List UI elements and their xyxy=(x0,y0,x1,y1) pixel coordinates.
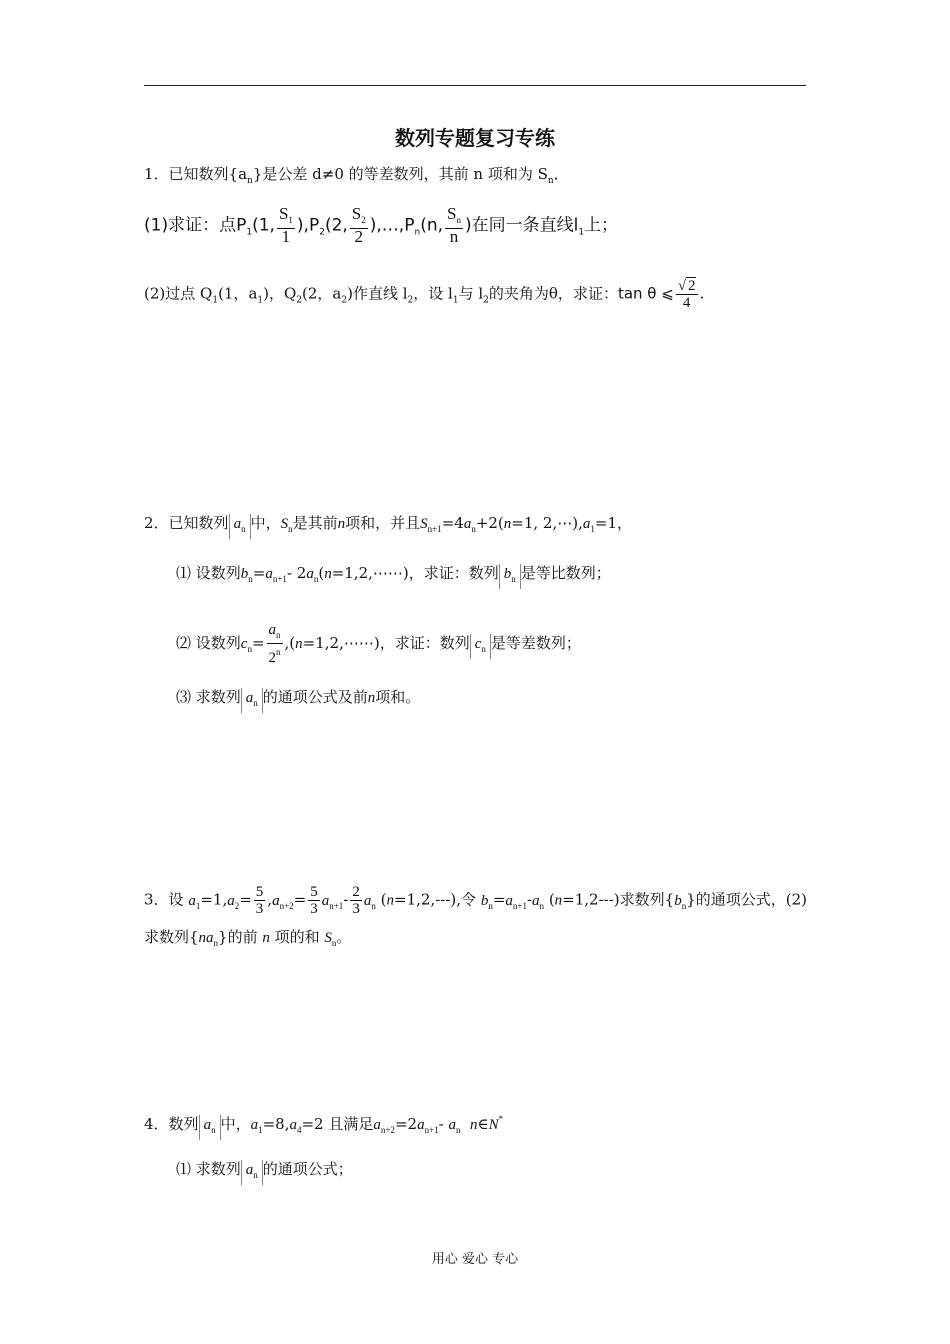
page-footer: 用心 爱心 专心 xyxy=(431,1252,519,1267)
problem-2-part-3: ⑶ 求数列 $a_n$ 的通项公式及前n项和。 xyxy=(176,686,420,713)
problem-1-part-1: (1)求证：点$P_1(1$, $\frac{S_1}{1}$ )$,P_2(2$, $\frac{S_2}{2}$ )$,\dots,P_n(n$, $\frac{S_n}{n}$ )在同一条直线$l_1$上； xyxy=(144,204,619,246)
header-rule xyxy=(144,85,806,86)
problem-2-statement: 2．已知数列 $a_n$ 中，$S_n$是其前n项和，并且$S_{n+1}=4a_n+2(n=1$, $2,\cdots),a_1=1$， xyxy=(144,512,632,540)
page-title: 数列专题复习专练 xyxy=(395,126,555,150)
problem-3-line-2: 求数列$\{na_n\}$的前 n 项的和 $S_n$。 xyxy=(144,928,352,948)
problem-4-part-1: ⑴ 求数列 $a_n$ 的通项公式； xyxy=(176,1158,353,1185)
problem-1-statement: 1．已知数列$\{a_n\}$是公差 d≠0 的等差数列，其前 n 项和为 $S_n$． xyxy=(144,165,569,186)
problem-1-part-2: (2)过点 $Q_1(1$，$a_1$)，$Q_2(2$，$a_2$)作直线 $l_2$，设 $l_1$与 $l_2$的夹角为θ，求证：tan θ ⩽ $\frac{√ 2}{4}$ . xyxy=(144,278,705,311)
problem-3-statement: 3．设 $a_1=1,a_2=$ $\frac{5}{3}$ $,a_{n+2}=$ $\frac{5}{3}$ $a_{n+1}-$ $\frac{2}{3}$ $a_n$ (n=1,2,---),令 $b_n=a_{n+1}-a_n$ (n=1,2---)求数列$\{b_n\}$的通项公式，(2) xyxy=(144,884,807,917)
problem-2-part-2: ⑵ 设数列$c_n=$ $\frac{a_n}{2^n}$ ,(n=1,2,⋯⋯)，求证：数列 $c_n$ 是等差数列； xyxy=(176,622,581,666)
problem-2-part-1: ⑴ 设数列$b_n=a_{n+1}-$ $2a_n(n=1,2,\cdots\cdots)$，求证：数列 $b_n$ 是等比数列； xyxy=(176,562,611,590)
problem-4-statement: 4．数列 $a_n$ 中，$a_1=8,a_4=2$ 且满足$a_{n+2}=2a_{n+1}-$ $a_n$ n∈N* xyxy=(144,1108,503,1141)
